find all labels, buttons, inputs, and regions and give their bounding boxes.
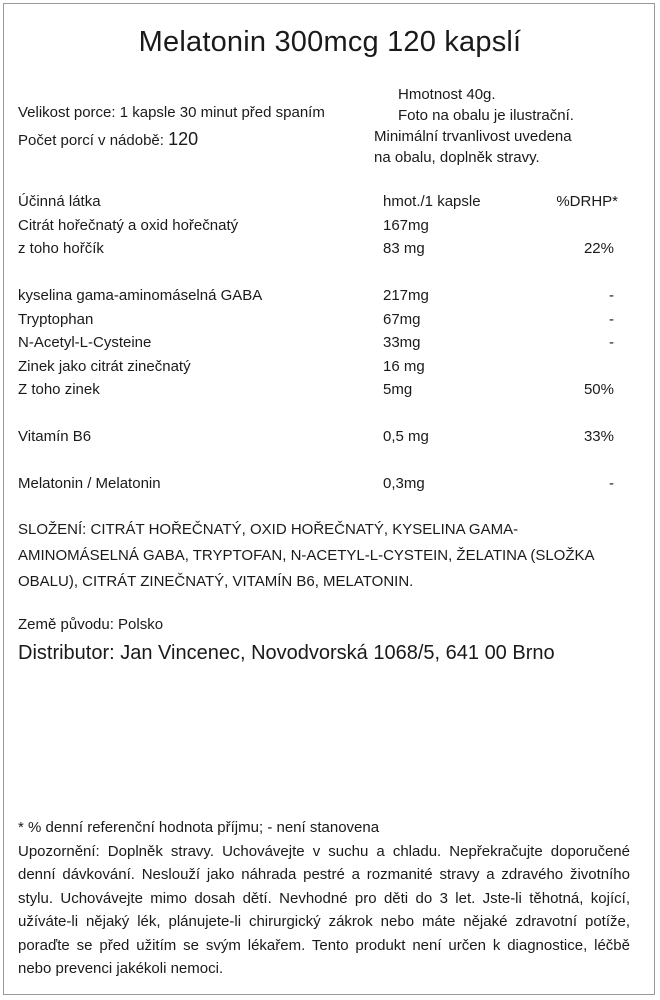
distributor: Distributor: Jan Vincenec, Novodvorská 1068/5, 641 00 Brno	[18, 642, 555, 664]
row-name: kyselina gama-aminomáselná GABA	[18, 287, 263, 304]
row-drhp: 22%	[583, 240, 614, 257]
serving-info	[18, 100, 325, 154]
servings-label: Počet porcí v nádobě:	[18, 132, 164, 149]
header-drhp: %DRHP*	[556, 193, 618, 210]
table-row	[18, 425, 638, 449]
row-name: Melatonin / Melatonin	[18, 475, 161, 492]
row-amount: 16 mg	[383, 357, 425, 375]
country-of-origin: Země původu: Polsko	[18, 616, 164, 633]
product-note	[374, 84, 648, 168]
servings-per-container	[18, 126, 325, 154]
row-drhp: 33%	[583, 428, 614, 445]
row-amount: 0,3mg	[383, 475, 425, 492]
row-name: Z toho zinek	[18, 381, 100, 398]
footnote: * % denní referenční hodnota příjmu; - není stanovena	[18, 819, 380, 836]
table-row	[18, 214, 638, 238]
header-amount: hmot./1 kapsle	[383, 193, 481, 210]
row-drhp: -	[609, 310, 614, 328]
composition	[18, 517, 638, 595]
row-amount: 167mg	[383, 216, 429, 234]
footer-notes	[18, 816, 630, 981]
row-name: Vitamín B6	[18, 428, 92, 445]
row-name: Zinek jako citrát zinečnatý	[18, 357, 191, 375]
table-row	[18, 237, 638, 261]
table-row	[18, 378, 638, 402]
table-row	[18, 308, 638, 332]
nutrition-table	[18, 190, 638, 496]
row-drhp: -	[609, 475, 614, 492]
serving-size: Velikost porce: 1 kapsle 30 minut před spaním	[18, 104, 325, 121]
row-amount: 217mg	[383, 287, 429, 304]
product-title: Melatonin 300mcg 120 kapslí	[138, 26, 522, 58]
header-substance: Účinná látka	[18, 193, 101, 210]
row-drhp: -	[609, 287, 614, 304]
composition-line: SLOŽENÍ: CITRÁT HOŘEČNATÝ, OXID HOŘEČNATÝ, KYSELINA GAMA-	[18, 521, 519, 538]
row-name: Tryptophan	[18, 310, 94, 328]
spacer	[18, 261, 638, 285]
table-row	[18, 355, 638, 379]
row-amount: 0,5 mg	[383, 428, 429, 445]
table-row	[18, 284, 638, 308]
row-amount: 5mg	[383, 381, 413, 398]
servings-value: 120	[168, 129, 199, 149]
table-row	[18, 331, 638, 355]
note-photo: Foto na obalu je ilustrační.	[398, 107, 574, 124]
row-amount: 83 mg	[383, 240, 425, 257]
note-supplement: na obalu, doplněk stravy.	[374, 149, 540, 166]
spacer	[18, 449, 638, 473]
note-weight: Hmotnost 40g.	[398, 86, 496, 103]
row-name: z toho hořčík	[18, 240, 104, 257]
composition-line: OBALU), CITRÁT ZINEČNATÝ, VITAMÍN B6, MELATONIN.	[18, 573, 414, 590]
composition-line: AMINOMÁSELNÁ GABA, TRYPTOFAN, N-ACETYL-L-CYSTEIN, ŽELATINA (SLOŽKA	[18, 547, 595, 564]
table-row	[18, 472, 638, 496]
table-header	[18, 190, 638, 214]
row-name: N-Acetyl-L-Cysteine	[18, 334, 152, 351]
spacer	[18, 402, 638, 426]
row-drhp: -	[609, 334, 614, 351]
warning-text: Upozornění: Doplněk stravy. Uchovávejte v suchu a chladu. Nepřekračujte doporučené denní dávkování. Neslouží jako náhrada pestré a rozmanité stravy a zdravého životního stylu. Uchovávejte mimo dosah dětí. Nevhodné pro děti do 3 let. Jste-li těhotná, kojící, užíváte-li nějaký lék, plánujete-li chirurgický zákrok nebo máte nějaké zdravotní potíže, poraďte se před užitím se svým lékařem. Tento produkt není určen k diagnostice, léčbě nebo prevenci jakékoli nemoci.	[18, 842, 630, 977]
row-drhp: 50%	[583, 381, 614, 398]
row-amount: 67mg	[383, 310, 421, 328]
note-shelf-life: Minimální trvanlivost uvedena	[374, 128, 572, 145]
row-name: Citrát hořečnatý a oxid hořečnatý	[18, 216, 239, 234]
row-amount: 33mg	[383, 334, 421, 351]
